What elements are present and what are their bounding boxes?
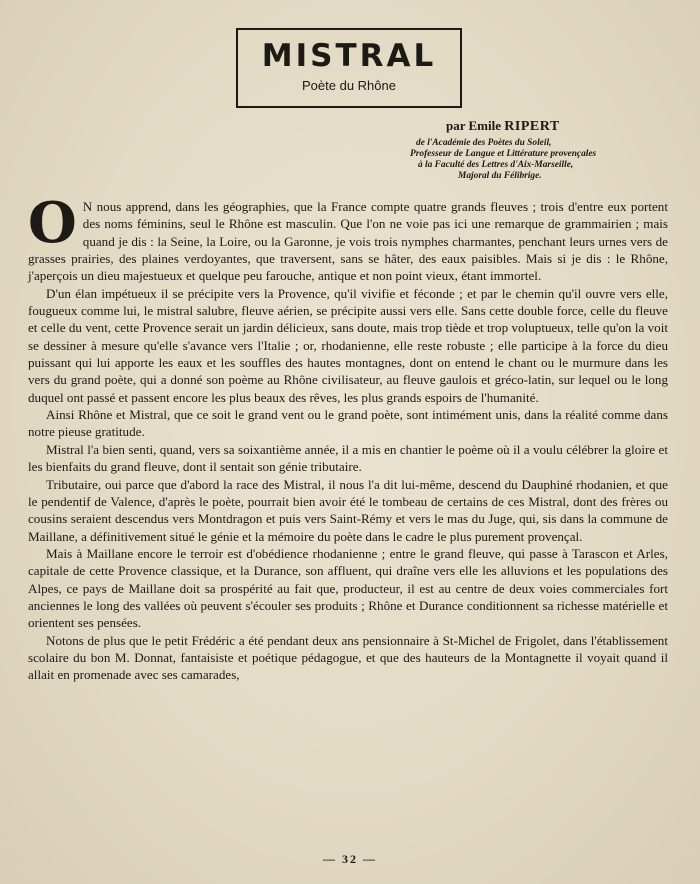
byline-prefix: par Emile — [446, 118, 502, 133]
paragraph: Ainsi Rhône et Mistral, que ce soit le grand vent ou le grand poète, sont intimément unis, dans la réalité comme dans notre pieuse gratitude. — [28, 407, 668, 440]
paragraph: Mistral l'a bien senti, quand, vers sa soixantième année, il a mis en chantier le poème où il a voulu célébrer la gloire et les bienfaits du grand fleuve, dont il sentait son génie tributaire. — [28, 441, 668, 475]
article-title: MISTRAL — [261, 38, 437, 74]
credit-line: à la Faculté des Lettres d'Aix-Marseille, — [418, 160, 574, 170]
paragraph — [28, 190, 668, 285]
drop-cap: O — [28, 190, 77, 256]
title-box — [236, 28, 462, 108]
paragraph: D'un élan impétueux il se précipite vers la Provence, qu'il vivifie et féconde ; et par le chemin qu'il ouvre vers elle, fougueux comme lui, le mistral salubre, fleuve aérien, se précipite aussi vers elle. Sans cette double force, celle du fleuve et celle du vent, cette Provence serait un jardin délicieux, sans doute, mais trop tiède et trop voluptueux, telle qu'on la voit se dessiner à mesure qu'elle s'avance vers l'Italie ; or, rhodanienne, elle reste robuste ; elle participe à la force du dieu puissant qui lui apporte les eaux et les souffles des hautes montagnes, dont on entend le chant ou le murmure dans les vers du grand poète, qui a donné son poème au Rhône civilisateur, au fleuve gaulois et gréco-latin, sur lequel ou le long duquel ont passé et passent encore les plus beaux des rêves, les plus grands espoirs de l'humanité. — [28, 285, 668, 405]
article-subtitle: Poète du Rhône — [302, 78, 396, 93]
article-body — [28, 190, 668, 684]
page-number: — 32 — — [323, 852, 377, 866]
credit-line: Majoral du Félibrige. — [458, 171, 542, 181]
paragraph: Notons de plus que le petit Frédéric a été pendant deux ans pensionnaire à St-Michel de Frigolet, dans l'établissement scolaire du bon M. Donnat, fantaisiste et poétique pédagogue, et que des hauteurs de la Montagnette il voyait quand il allait en promenade avec ses camarades, — [28, 632, 668, 683]
byline-surname: RIPERT — [504, 119, 560, 134]
byline — [446, 118, 560, 135]
paragraph-text: N nous apprend, dans les géographies, que la France compte quatre grands fleuves ; trois d'entre eux portent des noms féminins, seul le Rhône est masculin. Que l'on ne voie pas ici une remarque de grammairien ; mais quand je dis : la Seine, la Loire, ou la Garonne, je vois trois nymphes charmantes, penchant leurs urnes vers de grasses prairies, des plaines verdoyantes, que traversent, sans se hâter, des eaux paisibles. Mais si je dis : le Rhône, j'aperçois un dieu majestueux et quelque peu farouche, antique et non point vieux, étant immortel. — [28, 199, 668, 284]
author-credits — [410, 138, 672, 182]
paragraph: Tributaire, oui parce que d'abord la race des Mistral, il nous l'a dit lui-même, descend du Dauphiné rhodanien, et que le pendentif de Valence, d'après le poète, pourrait bien avoir été le tombeau de certains de ces Mistral, dont des frères ou cousins seraient descendus vers Montdragon et puis vers Saint-Rémy et vers le mas du Juge, qui, sis dans la commune de Maillane, a définitivement situé le génie et la mémoire du poète dans le cadre le plus purement provençal. — [28, 476, 668, 544]
paragraph: Mais à Maillane encore le terroir est d'obédience rhodanienne ; entre le grand fleuve, qui passe à Tarascon et Arles, capitale de cette Provence classique, et la Durance, son affluent, qui draîne vers elle les alluvions et les populations des Alpes, ce pays de Maillane doit sa prospérité au fait que, producteur, il est au centre de deux voies commerciales fort anciennes le long des vallées où peuvent s'écouler ses produits ; Rhône et Durance conditionnent sa richesse matérielle et orientent ses pensées. — [28, 545, 668, 631]
credit-line: de l'Académie des Poètes du Soleil, — [416, 138, 552, 148]
credit-line: Professeur de Langue et Littérature provençales — [410, 149, 597, 159]
